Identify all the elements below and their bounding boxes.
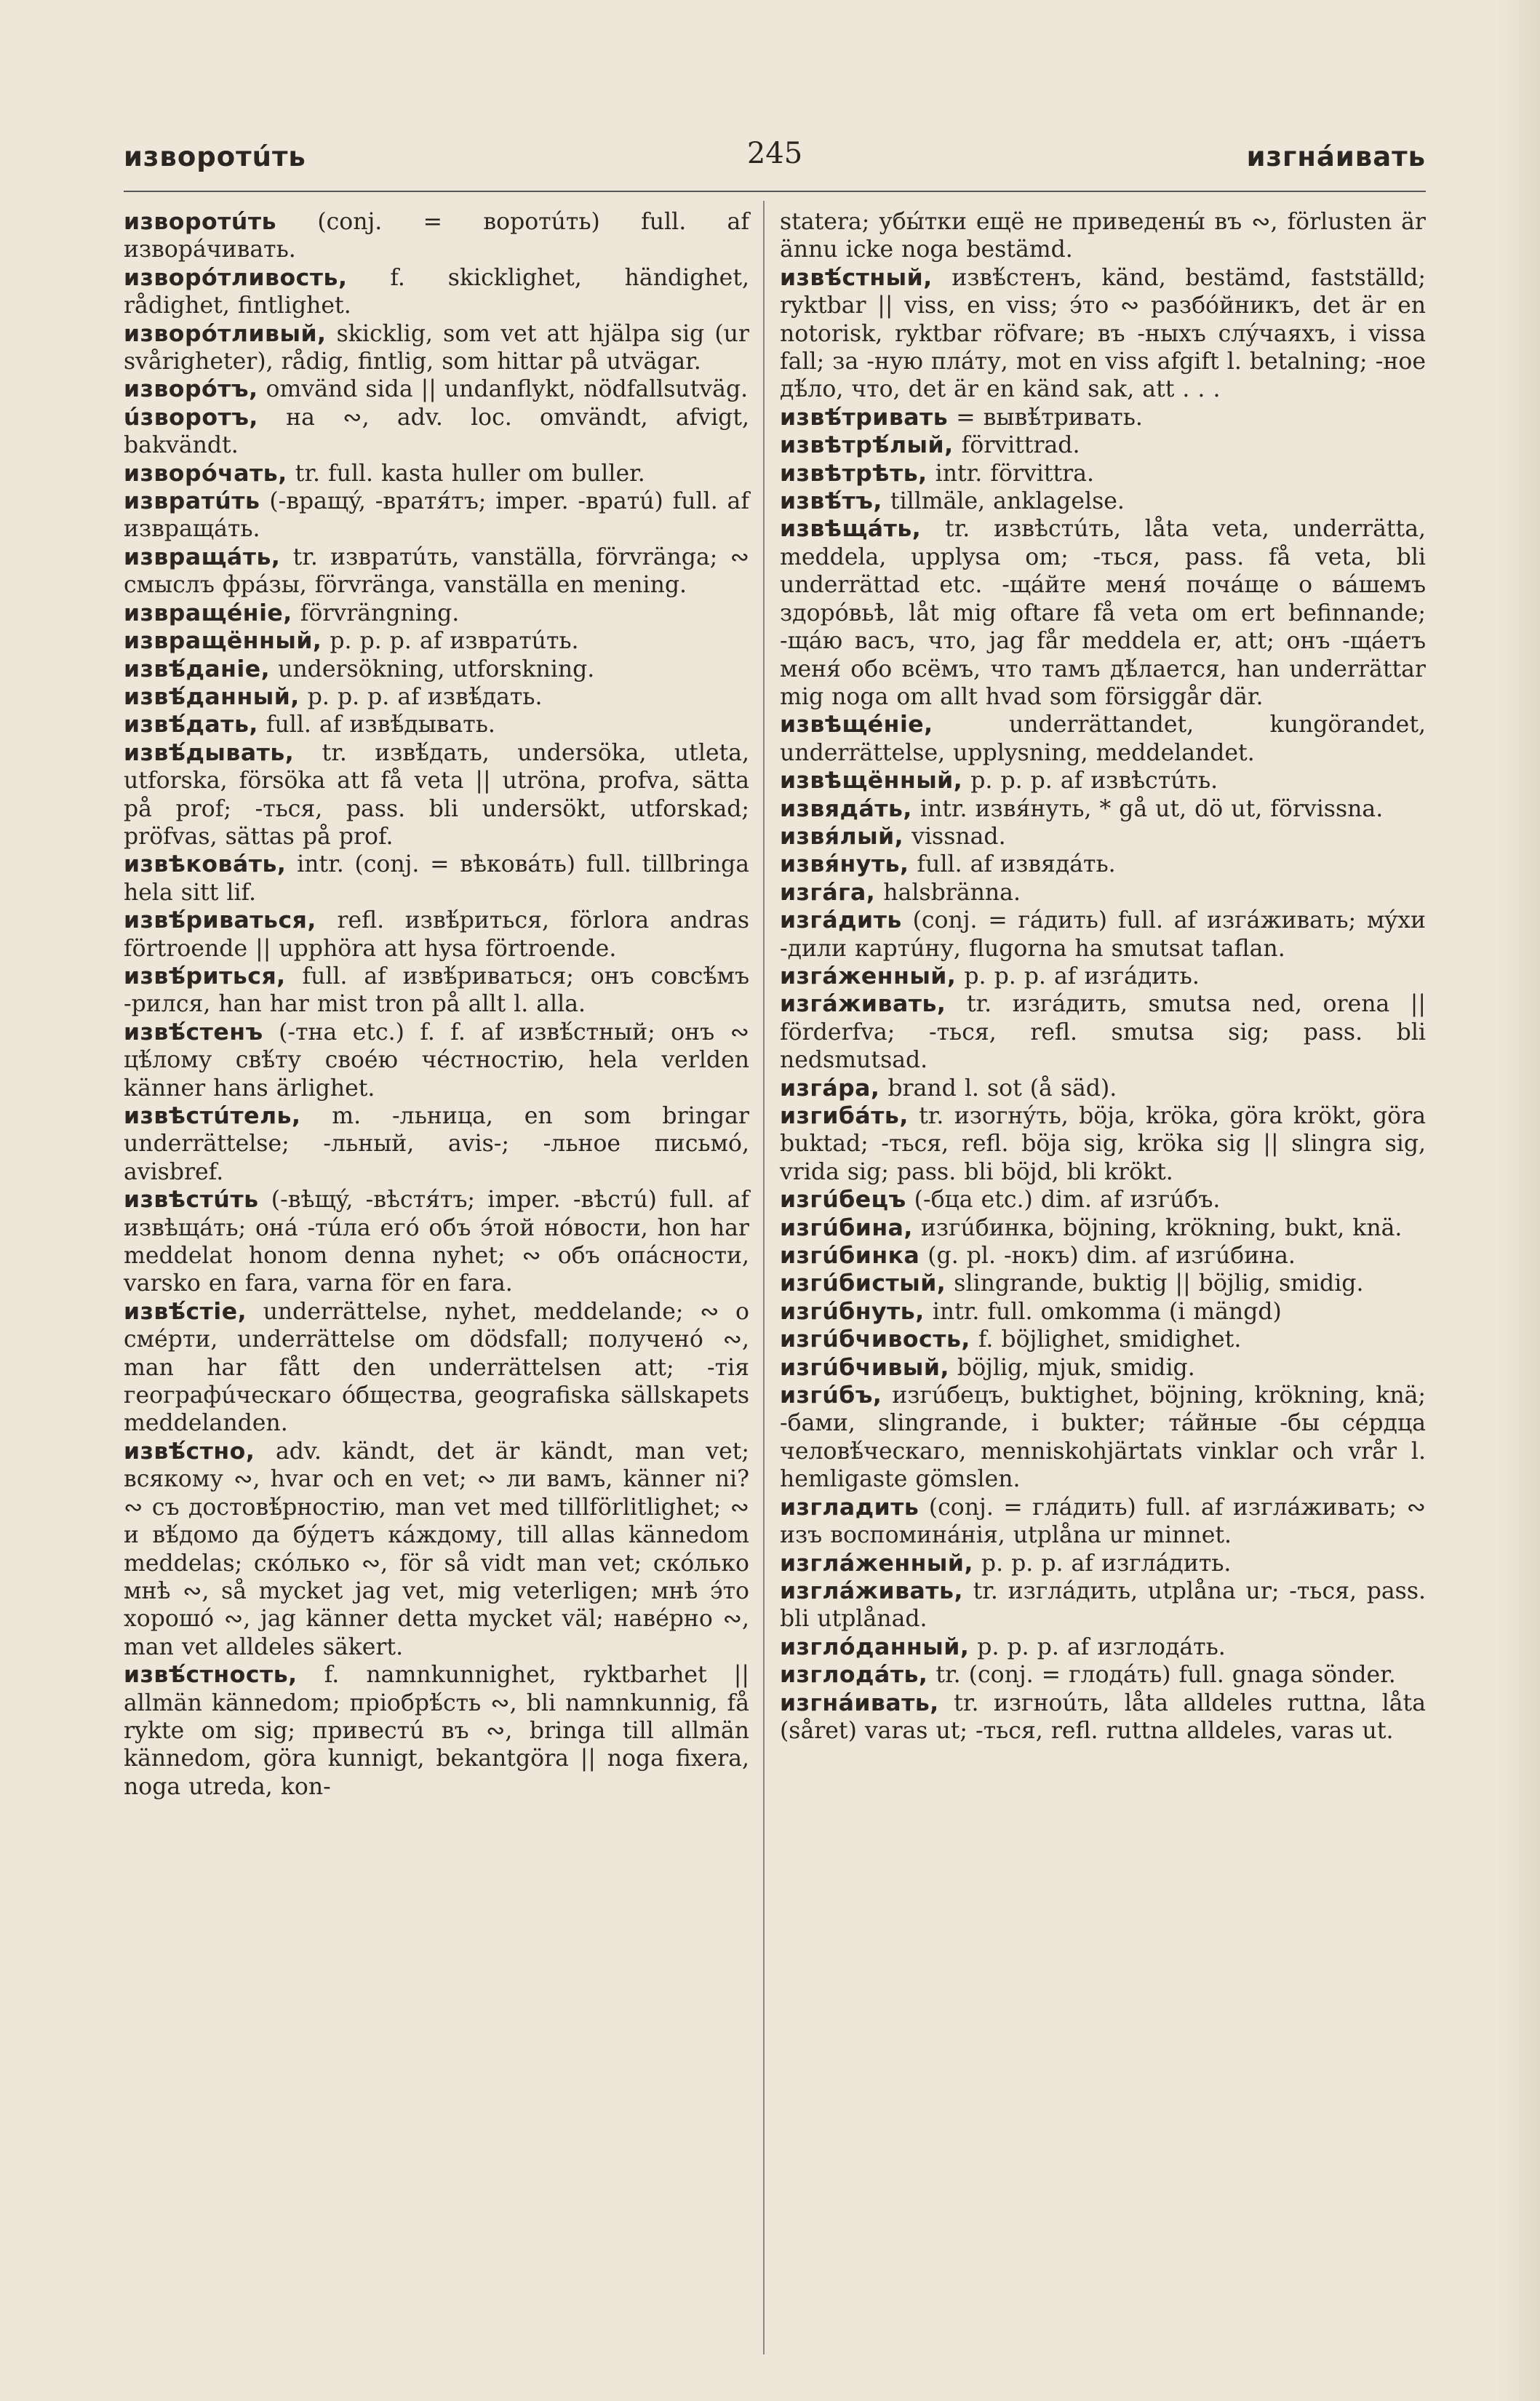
dictionary-entry <box>780 487 1426 515</box>
entry-definition: p. p. p. af изглодáть. <box>969 1633 1226 1660</box>
entry-definition: halsbränna. <box>875 879 1021 906</box>
dictionary-entry <box>780 1102 1426 1186</box>
dictionary-entry <box>124 851 749 907</box>
entry-definition: intr. (conj. = вѣковáть) full. tillbringa hela sitt lif. <box>124 851 749 906</box>
entry-definition: böjlig, mjuk, smidig. <box>949 1354 1195 1381</box>
entry-definition: (-вѣщý, -вѣстя́тъ; imper. -вѣстú) full. af извѣщáть; онá -тúла егó объ э́той нóвости, hon har meddelat honom denna nyhet; ∾ объ опáсности, varsko en fara, varna för en fara. <box>124 1187 749 1297</box>
dictionary-entry <box>124 627 749 655</box>
entry-headword: изгáдить <box>780 907 902 934</box>
entry-definition: förvrängning. <box>292 600 460 626</box>
entry-definition: (conj. = глáдить) full. af изглáживать; ∾ изъ воспоминáнія, utplåna ur minnet. <box>780 1494 1426 1549</box>
entry-headword: изгúбецъ <box>780 1187 906 1214</box>
entry-headword: извя́нуть, <box>780 851 909 878</box>
entry-headword: изгúбъ, <box>780 1382 882 1409</box>
entry-headword: извѣ́тъ, <box>780 488 882 515</box>
dictionary-entry <box>780 823 1426 851</box>
entry-headword: изворóтливость, <box>124 264 348 291</box>
header-right-guideword: изгнáивать <box>1246 141 1426 172</box>
entry-definition: förvittrad. <box>953 432 1080 459</box>
dictionary-entry <box>124 320 749 376</box>
dictionary-entry <box>124 1102 749 1186</box>
dictionary-entry <box>124 487 749 543</box>
dictionary-entry <box>780 1186 1426 1214</box>
entry-headword: изгáра, <box>780 1075 880 1102</box>
entry-headword: извя́лый, <box>780 823 904 850</box>
entry-headword: извѣ́стный, <box>780 264 933 291</box>
entry-headword: извѣтрѣть, <box>780 460 927 487</box>
entry-definition: slingrande, buktig || böjlig, smidig. <box>946 1270 1364 1297</box>
dictionary-entry <box>124 600 749 627</box>
entry-definition: tr. full. kasta huller om buller. <box>287 460 645 487</box>
column-divider <box>763 201 765 2354</box>
right-column <box>780 208 1426 1745</box>
entry-headword: извѣ́данный, <box>124 683 300 710</box>
dictionary-entry <box>780 1354 1426 1382</box>
entry-headword: úзворотъ, <box>124 404 258 431</box>
entry-headword: извѣ́стно, <box>124 1438 255 1465</box>
page-edge-shading <box>1496 0 1540 2401</box>
dictionary-entry <box>780 460 1426 487</box>
entry-definition: f. namnkunnighet, ryktbarhet || allmän kännedom; пріобрѣ́сть ∾, bli namnkunnig, få rykte om sig; привестú въ ∾, bringa till allmän kännedom, göra kunnigt, bekantgöra || noga fixera, noga utreda, kon- <box>124 1662 749 1800</box>
dictionary-entry <box>780 1550 1426 1577</box>
dictionary-entry <box>780 1633 1426 1661</box>
entry-headword: изгáженный, <box>780 963 957 990</box>
dictionary-entry <box>780 1298 1426 1326</box>
entry-headword: извѣщённый, <box>780 768 963 795</box>
dictionary-entry <box>124 1186 749 1298</box>
dictionary-entry <box>780 795 1426 823</box>
entry-definition: underrättandet, kungörandet, underrättelse, upplysning, meddelandet. <box>780 712 1426 766</box>
entry-definition: tr. изгáдить, smutsa ned, orena || förderfva; -ться, refl. smutsa sig; pass. bli nedsmutsad. <box>780 991 1426 1074</box>
entry-headword: извращáть, <box>124 543 281 570</box>
dictionary-entry <box>780 990 1426 1074</box>
entry-definition: m. -льница, en som bringar underrättelse; -льный, avis-; -льное письмó, avisbref. <box>124 1103 749 1185</box>
entry-headword: извѣ́дывать, <box>124 739 295 766</box>
dictionary-entry <box>780 515 1426 711</box>
entry-definition: f. skicklighet, händighet, rådighet, fintlighet. <box>124 264 749 319</box>
entry-headword: изворотúть <box>124 209 276 235</box>
entry-definition: tr. извѣ́дать, undersöka, utleta, utforska, försöka att få veta || utröna, profva, sätta på prof; -ться, pass. bli undersökt, utforskad; pröfvas, sättas på prof. <box>124 739 749 850</box>
entry-definition: statera; убы́тки ещё не приведены́ въ ∾, förlusten är ännu icke noga bestämd. <box>780 209 1426 263</box>
entry-headword: извѣ́стность, <box>124 1662 298 1689</box>
header-left-guideword: изворотúть <box>124 141 306 172</box>
entry-definition: = вывѣ́тривать. <box>948 404 1143 431</box>
entry-headword: изгнáивать, <box>780 1689 939 1716</box>
dictionary-entry <box>780 1214 1426 1242</box>
entry-headword: извѣ́тривать <box>780 404 949 431</box>
entry-definition: изгúбецъ, buktighet, böjning, krökning, knä; -бами, slingrande, i bukter; тáйные -бы сéрдца человѣ́ческаго, menniskohjärtats vinklar och vrår l. hemligaste gömslen. <box>780 1382 1426 1493</box>
dictionary-entry <box>780 1661 1426 1689</box>
entry-definition: p. p. p. af извѣ́дать. <box>299 683 543 710</box>
entry-headword: изглáживать, <box>780 1577 963 1604</box>
entry-definition: p. p. p. af изглáдить. <box>973 1550 1232 1577</box>
dictionary-entry <box>124 543 749 600</box>
entry-headword: извѣ́дать, <box>124 712 258 738</box>
entry-headword: изгибáть, <box>780 1103 909 1129</box>
entry-headword: извѣ́риться, <box>124 963 286 990</box>
entry-headword: извѣщáть, <box>780 516 922 543</box>
dictionary-entry <box>124 264 749 320</box>
entry-definition: vissnad. <box>903 823 1006 850</box>
entry-definition: skicklig, som vet att hjälpa sig (ur svårigheter), rådig, fintlig, som hittar på utvägar. <box>124 320 749 375</box>
entry-definition: brand l. sot (å säd). <box>879 1075 1117 1102</box>
dictionary-entry <box>780 404 1426 431</box>
entry-definition: (conj. = воротúть) full. af изворáчивать. <box>124 209 749 263</box>
entry-headword: изглóданный, <box>780 1633 970 1660</box>
entry-headword: извѣковáть, <box>124 851 287 878</box>
entry-headword: изглáженный, <box>780 1550 973 1577</box>
dictionary-entry <box>124 375 749 403</box>
entry-headword: изворóтливый, <box>124 320 327 347</box>
entry-definition: tr. извратúть, vanställa, förvränga; ∾ смыслъ фрáзы, förvränga, vanställa en mening. <box>124 543 749 599</box>
entry-headword: изгáга, <box>780 879 876 906</box>
entry-headword: изгладить <box>780 1494 919 1521</box>
dictionary-entry <box>780 431 1426 459</box>
dictionary-entry <box>780 1242 1426 1270</box>
dictionary-entry <box>780 907 1426 963</box>
entry-definition: intr. förvittra. <box>927 460 1095 487</box>
entry-definition: full. af извѣ́дывать. <box>258 712 495 738</box>
dictionary-entry <box>124 683 749 711</box>
entry-headword: извѣщéніе, <box>780 712 933 738</box>
entry-definition: (g. pl. -нокъ) dim. af изгúбина. <box>919 1243 1296 1270</box>
entry-definition: tr. извѣстúть, låta veta, underrätta, meddela, upplysa om; -ться, pass. få veta, bli underrättad etc. -щáйте меня́ почáще о вáшемъ здорóвьѣ, låt mig oftare få veta om ert befinnande; -щáю васъ, что, jag får meddela er, att; онъ -щáетъ меня́ обо всёмъ, что тамъ дѣ́лается, han underrättar mig noga om allt hvad som försiggår där. <box>780 516 1426 710</box>
entry-headword: изгúбнуть, <box>780 1298 925 1325</box>
dictionary-entry <box>124 739 749 851</box>
dictionary-entry <box>780 1494 1426 1550</box>
page-header <box>124 131 1426 182</box>
entry-definition: tr. изглáдить, utplåna ur; -ться, pass. bli utplånad. <box>780 1577 1426 1633</box>
dictionary-entry <box>124 460 749 487</box>
entry-definition: omvänd sida || undanflykt, nödfallsutväg. <box>258 376 749 403</box>
entry-definition: f. böjlighet, smidighet. <box>970 1326 1242 1353</box>
page-number: 245 <box>746 137 803 170</box>
dictionary-entry <box>124 1438 749 1661</box>
entry-definition: (-тна etc.) f. f. af извѣ́стный; онъ ∾ цѣ́лому свѣ́ту своéю чéстностію, hela verlden känner hans ärlighet. <box>124 1019 749 1102</box>
entry-definition: p. p. p. af извратúть. <box>322 628 579 655</box>
dictionary-entry <box>124 1298 749 1438</box>
entry-definition: p. p. p. af изгáдить. <box>956 963 1200 990</box>
entry-headword: изворóчать, <box>124 460 287 487</box>
entry-definition: undersökning, utforskning. <box>270 656 595 682</box>
entry-definition: (-бца etc.) dim. af изгúбъ. <box>906 1187 1221 1214</box>
entry-headword: извѣтрѣ́лый, <box>780 432 954 459</box>
entry-definition: adv. kändt, det är kändt, man vet; всякому ∾, hvar och en vet; ∾ ли вамъ, känner ni? ∾ съ достовѣ́рностію, man vet med tillförlitlighet; ∾ и вѣ́домо да бýдетъ кáждому, till allas kännedom meddelas; скóлько ∾, för så vidt man vet; скóлько мнѣ ∾, så mycket jag vet, mig veterligen; мнѣ э́то хорошó ∾, jag känner detta mycket väl; навéрно ∾, man vet alldeles säkert. <box>124 1438 749 1660</box>
entry-definition: tillmäle, anklagelse. <box>882 488 1125 515</box>
dictionary-entry <box>124 711 749 738</box>
dictionary-entry <box>780 1577 1426 1633</box>
entry-definition: на ∾, adv. loc. omvändt, afvigt, bakvändt. <box>124 404 749 459</box>
dictionary-entry <box>124 404 749 460</box>
entry-headword: изгúбчивый, <box>780 1354 949 1381</box>
dictionary-entry <box>124 208 749 264</box>
entry-definition: full. af извядáть. <box>909 851 1116 878</box>
entry-headword: изгáживать, <box>780 991 946 1018</box>
dictionary-entry <box>124 907 749 963</box>
entry-headword: извѣ́даніе, <box>124 656 271 682</box>
entry-headword: извѣстúть <box>124 1187 259 1214</box>
header-rule <box>124 191 1426 192</box>
dictionary-entry <box>124 1019 749 1102</box>
dictionary-entry <box>780 851 1426 878</box>
entry-definition: refl. извѣ́риться, förlora andras förtroende || upphöra att hysa förtroende. <box>124 907 749 962</box>
entry-definition: извѣ́стенъ, känd, bestämd, fastställd; ryktbar || viss, en viss; э́то ∾ разбóйникъ, det är en notorisk, ryktbar röfvare; въ -ныхъ слýчаяхъ, i vissa fall; за -ную плáту, mot en viss afgift l. betalning; -ное дѣ́ло, что, det är en känd sak, att . . . <box>780 264 1426 403</box>
dictionary-entry <box>780 1382 1426 1494</box>
entry-definition: p. p. p. af извѣстúть. <box>962 768 1218 795</box>
entry-headword: изворóтъ, <box>124 376 258 403</box>
entry-headword: извращéніе, <box>124 600 292 626</box>
entry-headword: извратúть <box>124 488 260 515</box>
entry-headword: изглодáть, <box>780 1662 928 1689</box>
dictionary-entry <box>780 1270 1426 1297</box>
entry-definition: (conj. = гáдить) full. af изгáживать; мýхи -дили картúну, flugorna ha smutsat taflan. <box>780 907 1426 962</box>
entry-definition: изгúбинка, böjning, krökning, bukt, knä. <box>912 1214 1403 1241</box>
entry-definition: tr. изгноúть, låta alldeles ruttna, låta (såret) varas ut; -ться, refl. ruttna alldeles, varas ut. <box>780 1689 1426 1744</box>
dictionary-entry <box>780 1075 1426 1102</box>
dictionary-entry <box>124 963 749 1019</box>
dictionary-entry <box>780 1689 1426 1745</box>
entry-definition: underrättelse, nyhet, meddelande; ∾ о смéрти, underrättelse om dödsfall; полученó ∾, man har fått den underrättelsen att; -тія географúческаго óбщества, geografiska sällskapets meddelanden. <box>124 1298 749 1437</box>
dictionary-entry <box>780 963 1426 990</box>
entry-definition: tr. (conj. = глодáть) full. gnaga sönder. <box>927 1662 1396 1689</box>
dictionary-entry <box>780 767 1426 795</box>
left-column <box>124 208 749 1801</box>
entry-headword: извядáть, <box>780 795 912 822</box>
entry-headword: изгúбинка <box>780 1243 920 1270</box>
entry-definition: intr. full. omkomma (i mängd) <box>924 1298 1282 1325</box>
dictionary-entry <box>780 711 1426 767</box>
entry-headword: извѣ́риваться, <box>124 907 316 934</box>
dictionary-entry <box>124 656 749 683</box>
entry-headword: извѣ́стіе, <box>124 1298 247 1325</box>
dictionary-entry <box>124 1661 749 1801</box>
entry-headword: изгúбина, <box>780 1214 913 1241</box>
entry-definition: tr. изогнýть, böja, kröka, göra krökt, göra buktad; -ться, refl. böja sig, kröka sig || slingra sig, vrida sig; pass. bli böjd, bli krökt. <box>780 1103 1426 1185</box>
entry-headword: извѣстúтель, <box>124 1103 301 1129</box>
entry-headword: извѣ́стенъ <box>124 1019 263 1046</box>
entry-headword: извращённый, <box>124 628 322 655</box>
entry-definition: intr. извя́нуть, * gå ut, dö ut, förvissna. <box>911 795 1384 822</box>
entry-headword: изгúбчивость, <box>780 1326 970 1353</box>
dictionary-entry <box>780 1326 1426 1353</box>
dictionary-entry <box>780 879 1426 907</box>
dictionary-entry <box>780 208 1426 264</box>
entry-definition: full. af извѣ́риваться; онъ совсѣ́мъ -рился, han har mist tron på allt l. alla. <box>124 963 749 1018</box>
entry-headword: изгúбистый, <box>780 1270 946 1297</box>
dictionary-entry <box>780 264 1426 404</box>
entry-definition: (-вращý, -вратя́тъ; imper. -вратú) full. af извращáть. <box>124 488 749 543</box>
